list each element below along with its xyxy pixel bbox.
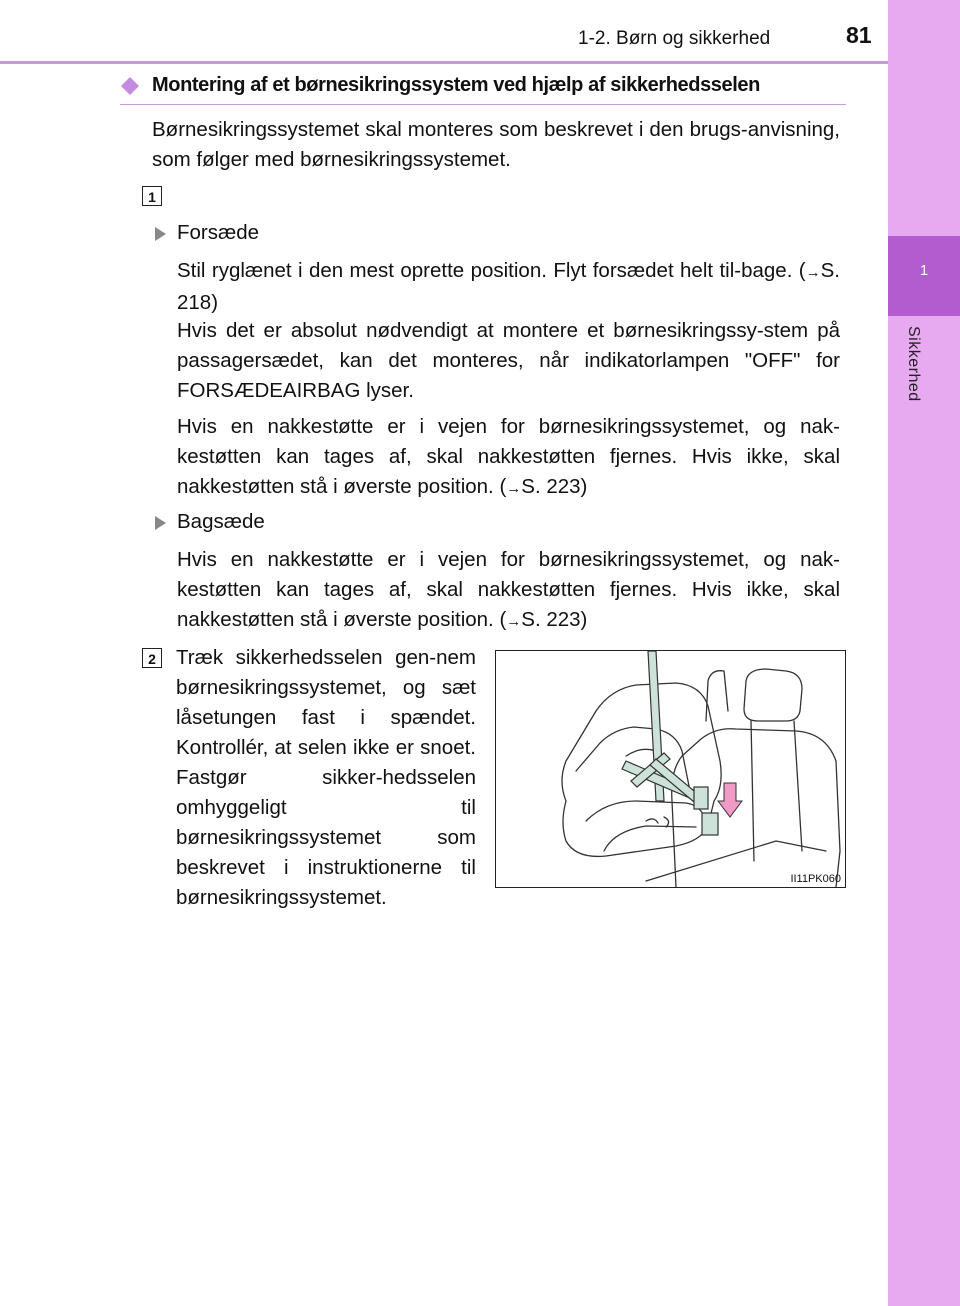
triangle-bullet-icon — [155, 516, 166, 530]
front-seat-paragraph-2: Hvis det er absolut nødvendigt at montere et børnesikringssy-stem på passagersædet, kan det monteres, når indikatorlampen "OFF" for FORSÆDEAIRBAG lyser. — [177, 319, 840, 402]
header-section: 1-2. Børn og sikkerhed — [578, 28, 771, 49]
chapter-sidebar — [888, 0, 960, 1306]
step-number-2: 2 — [142, 648, 162, 668]
diamond-icon — [121, 77, 139, 95]
child-seat-illustration — [495, 650, 846, 888]
rear-seat-paragraph: Hvis en nakkestøtte er i vejen for børnesikringssystemet, og nak-kestøtten kan tages af, skal nakkestøtten fjernes. Hvis ikke, skal nakkestøtten stå i øverste position. (→S. 223) — [177, 548, 840, 631]
section-title: Montering af et børnesikringssystem ved hjælp af sikkerhedsselen — [152, 74, 760, 96]
reference-arrow-icon: → — [506, 480, 522, 497]
chapter-label: Sikkerhed — [905, 326, 922, 402]
bullet-label-front-seat: Forsæde — [177, 221, 260, 244]
figure-code: II11PK060 — [790, 873, 841, 885]
header-rule — [0, 61, 888, 64]
intro-paragraph: Børnesikringssystemet skal monteres som beskrevet i den brugs-anvisning, som følger med børnesikringssystemet. — [152, 118, 840, 171]
page-number: 81 — [846, 22, 872, 48]
step-number-1: 1 — [142, 186, 162, 206]
title-rule — [120, 104, 846, 105]
reference-arrow-icon: → — [506, 613, 522, 630]
reference-arrow-icon: → — [805, 264, 821, 281]
front-seat-paragraph-3: Hvis en nakkestøtte er i vejen for børnesikringssystemet, og nak-kestøtten kan tages af, skal nakkestøtten fjernes. Hvis ikke, skal nakkestøtten stå i øverste position. (→S. 223) — [177, 415, 840, 498]
triangle-bullet-icon — [155, 227, 166, 241]
bullet-label-rear-seat: Bagsæde — [177, 510, 265, 533]
child-seat-drawing — [496, 651, 845, 887]
step-2-paragraph: Træk sikkerhedsselen gen-nem børnesikringssystemet, og sæt låsetungen fast i spændet. Kontrollér, at selen ikke er snoet. Fastgør sikker-hedsselen omhyggeligt til børnesikringssystemet som beskrevet i instruktionerne til børnesikringssystemet. — [176, 646, 476, 909]
chapter-number: 1 — [919, 262, 929, 279]
front-seat-paragraph-1: Stil ryglænet i den mest oprette position. Flyt forsædet helt til-bage. (→S. 218) — [177, 259, 840, 314]
